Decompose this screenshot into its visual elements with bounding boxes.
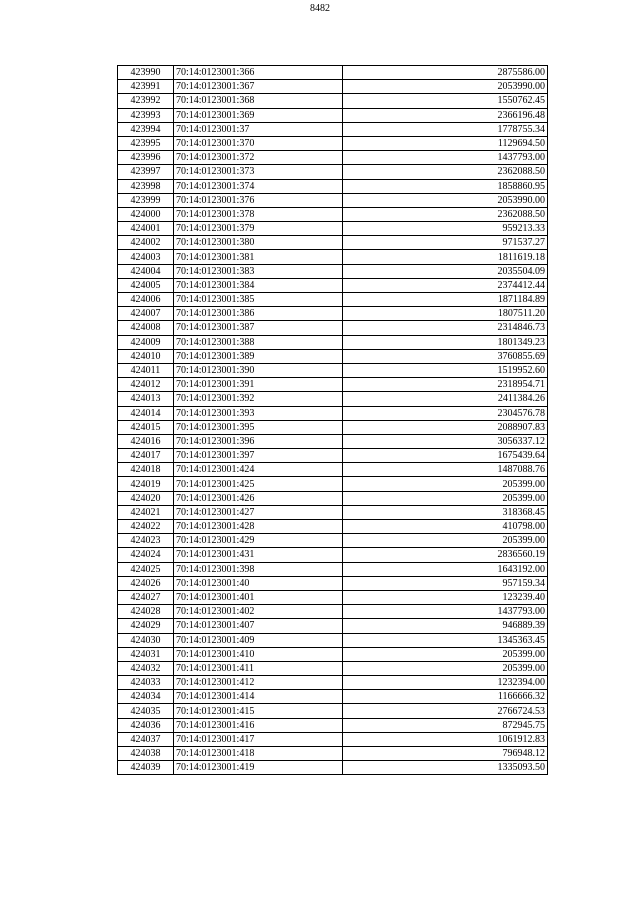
cadastral-value: 1519952.60 (343, 363, 548, 377)
cadastral-value: 1166666.32 (343, 690, 548, 704)
row-number: 424027 (118, 590, 174, 604)
table-row (118, 434, 548, 448)
cadastral-value: 2053990.00 (343, 80, 548, 94)
row-number: 424014 (118, 406, 174, 420)
row-number: 423990 (118, 66, 174, 80)
table-row (118, 321, 548, 335)
cadastral-value: 1550762.45 (343, 94, 548, 108)
table-row (118, 378, 548, 392)
cadastral-value: 1345363.45 (343, 633, 548, 647)
cadastral-value: 2088907.83 (343, 420, 548, 434)
row-number: 423997 (118, 165, 174, 179)
table-row (118, 406, 548, 420)
row-number: 423992 (118, 94, 174, 108)
table-row (118, 761, 548, 775)
cadastral-number: 70:14:0123001:398 (174, 562, 343, 576)
cadastral-number: 70:14:0123001:391 (174, 378, 343, 392)
cadastral-number: 70:14:0123001:415 (174, 704, 343, 718)
row-number: 424030 (118, 633, 174, 647)
table-row (118, 463, 548, 477)
cadastral-value: 2411384.26 (343, 392, 548, 406)
row-number: 424017 (118, 449, 174, 463)
row-number: 423999 (118, 193, 174, 207)
table-row (118, 193, 548, 207)
table-row (118, 179, 548, 193)
cadastral-number: 70:14:0123001:386 (174, 307, 343, 321)
row-number: 424026 (118, 576, 174, 590)
table-row (118, 647, 548, 661)
cadastral-value: 1129694.50 (343, 136, 548, 150)
cadastral-value: 410798.00 (343, 520, 548, 534)
cadastral-value: 318368.45 (343, 505, 548, 519)
row-number: 423995 (118, 136, 174, 150)
table-row (118, 576, 548, 590)
cadastral-value: 1232394.00 (343, 676, 548, 690)
row-number: 424024 (118, 548, 174, 562)
cadastral-number: 70:14:0123001:370 (174, 136, 343, 150)
cadastral-value: 2304576.78 (343, 406, 548, 420)
cadastral-number: 70:14:0123001:384 (174, 278, 343, 292)
cadastral-value: 2766724.53 (343, 704, 548, 718)
cadastral-value: 2035504.09 (343, 264, 548, 278)
table-row (118, 278, 548, 292)
cadastral-number: 70:14:0123001:369 (174, 108, 343, 122)
table-row (118, 633, 548, 647)
cadastral-value: 2053990.00 (343, 193, 548, 207)
table-row (118, 136, 548, 150)
cadastral-number: 70:14:0123001:427 (174, 505, 343, 519)
table-row (118, 165, 548, 179)
cadastral-value: 957159.34 (343, 576, 548, 590)
cadastral-number: 70:14:0123001:393 (174, 406, 343, 420)
cadastral-number: 70:14:0123001:425 (174, 477, 343, 491)
cadastral-number: 70:14:0123001:373 (174, 165, 343, 179)
cadastral-value: 3056337.12 (343, 434, 548, 448)
row-number: 424005 (118, 278, 174, 292)
cadastral-value: 3760855.69 (343, 349, 548, 363)
cadastral-value: 205399.00 (343, 534, 548, 548)
cadastral-value: 1487088.76 (343, 463, 548, 477)
cadastral-number: 70:14:0123001:376 (174, 193, 343, 207)
row-number: 424019 (118, 477, 174, 491)
cadastral-value: 2362088.50 (343, 165, 548, 179)
table-row (118, 363, 548, 377)
cadastral-value: 971537.27 (343, 236, 548, 250)
cadastral-number: 70:14:0123001:374 (174, 179, 343, 193)
table-row (118, 420, 548, 434)
row-number: 424020 (118, 491, 174, 505)
cadastral-number: 70:14:0123001:428 (174, 520, 343, 534)
cadastral-number: 70:14:0123001:402 (174, 605, 343, 619)
row-number: 424015 (118, 420, 174, 434)
table-row (118, 718, 548, 732)
cadastral-value: 1801349.23 (343, 335, 548, 349)
cadastral-number: 70:14:0123001:387 (174, 321, 343, 335)
cadastral-number: 70:14:0123001:417 (174, 732, 343, 746)
cadastral-number: 70:14:0123001:395 (174, 420, 343, 434)
row-number: 424008 (118, 321, 174, 335)
row-number: 424029 (118, 619, 174, 633)
row-number: 424025 (118, 562, 174, 576)
cadastral-number: 70:14:0123001:401 (174, 590, 343, 604)
table-row (118, 661, 548, 675)
page-number: 8482 (310, 3, 330, 14)
cadastral-number: 70:14:0123001:37 (174, 122, 343, 136)
row-number: 424035 (118, 704, 174, 718)
row-number: 424007 (118, 307, 174, 321)
cadastral-number: 70:14:0123001:411 (174, 661, 343, 675)
cadastral-value: 1778755.34 (343, 122, 548, 136)
cadastral-number: 70:14:0123001:40 (174, 576, 343, 590)
cadastral-value: 2875586.00 (343, 66, 548, 80)
table-row (118, 491, 548, 505)
cadastral-number: 70:14:0123001:367 (174, 80, 343, 94)
cadastral-value: 1061912.83 (343, 732, 548, 746)
row-number: 423998 (118, 179, 174, 193)
row-number: 424001 (118, 222, 174, 236)
cadastral-number: 70:14:0123001:368 (174, 94, 343, 108)
cadastral-value: 205399.00 (343, 477, 548, 491)
cadastral-number: 70:14:0123001:392 (174, 392, 343, 406)
cadastral-number: 70:14:0123001:429 (174, 534, 343, 548)
row-number: 424021 (118, 505, 174, 519)
table-row (118, 66, 548, 80)
cadastral-number: 70:14:0123001:424 (174, 463, 343, 477)
cadastral-value: 205399.00 (343, 661, 548, 675)
cadastral-value: 872945.75 (343, 718, 548, 732)
row-number: 424036 (118, 718, 174, 732)
table-row (118, 534, 548, 548)
row-number: 424011 (118, 363, 174, 377)
row-number: 423994 (118, 122, 174, 136)
cadastral-value: 2362088.50 (343, 207, 548, 221)
row-number: 424010 (118, 349, 174, 363)
table-row (118, 236, 548, 250)
cadastral-number: 70:14:0123001:412 (174, 676, 343, 690)
cadastral-number: 70:14:0123001:389 (174, 349, 343, 363)
cadastral-value: 1675439.64 (343, 449, 548, 463)
table-row (118, 747, 548, 761)
table-row (118, 222, 548, 236)
cadastral-number: 70:14:0123001:366 (174, 66, 343, 80)
table-row (118, 619, 548, 633)
cadastral-value: 2374412.44 (343, 278, 548, 292)
row-number: 423996 (118, 151, 174, 165)
table-row (118, 94, 548, 108)
cadastral-number: 70:14:0123001:397 (174, 449, 343, 463)
cadastral-number: 70:14:0123001:409 (174, 633, 343, 647)
row-number: 424003 (118, 250, 174, 264)
table-row (118, 293, 548, 307)
cadastral-number: 70:14:0123001:431 (174, 548, 343, 562)
row-number: 424023 (118, 534, 174, 548)
row-number: 424002 (118, 236, 174, 250)
cadastral-number: 70:14:0123001:388 (174, 335, 343, 349)
table-row (118, 732, 548, 746)
row-number: 424038 (118, 747, 174, 761)
row-number: 424004 (118, 264, 174, 278)
row-number: 423991 (118, 80, 174, 94)
cadastral-number: 70:14:0123001:383 (174, 264, 343, 278)
table-row (118, 108, 548, 122)
cadastral-value: 1871184.89 (343, 293, 548, 307)
table-row (118, 392, 548, 406)
table-row (118, 307, 548, 321)
cadastral-number: 70:14:0123001:385 (174, 293, 343, 307)
cadastral-value: 2314846.73 (343, 321, 548, 335)
table-row (118, 449, 548, 463)
cadastral-number: 70:14:0123001:407 (174, 619, 343, 633)
row-number: 424000 (118, 207, 174, 221)
cadastral-number: 70:14:0123001:426 (174, 491, 343, 505)
table-row (118, 505, 548, 519)
table-row (118, 335, 548, 349)
table-row (118, 704, 548, 718)
row-number: 424018 (118, 463, 174, 477)
row-number: 424013 (118, 392, 174, 406)
cadastral-number: 70:14:0123001:378 (174, 207, 343, 221)
cadastral-number: 70:14:0123001:414 (174, 690, 343, 704)
row-number: 424037 (118, 732, 174, 746)
row-number: 423993 (118, 108, 174, 122)
table-row (118, 590, 548, 604)
cadastral-value: 2318954.71 (343, 378, 548, 392)
cadastral-value: 1858860.95 (343, 179, 548, 193)
cadastral-value: 205399.00 (343, 647, 548, 661)
cadastral-number: 70:14:0123001:380 (174, 236, 343, 250)
table-row (118, 151, 548, 165)
table-row (118, 548, 548, 562)
table-row (118, 349, 548, 363)
cadastral-number: 70:14:0123001:419 (174, 761, 343, 775)
cadastral-number: 70:14:0123001:379 (174, 222, 343, 236)
row-number: 424032 (118, 661, 174, 675)
row-number: 424034 (118, 690, 174, 704)
cadastral-number: 70:14:0123001:390 (174, 363, 343, 377)
table-row (118, 520, 548, 534)
table-row (118, 207, 548, 221)
row-number: 424016 (118, 434, 174, 448)
cadastral-value: 946889.39 (343, 619, 548, 633)
cadastral-value: 959213.33 (343, 222, 548, 236)
row-number: 424012 (118, 378, 174, 392)
cadastral-value: 205399.00 (343, 491, 548, 505)
cadastral-value: 123239.40 (343, 590, 548, 604)
row-number: 424031 (118, 647, 174, 661)
table-row (118, 605, 548, 619)
cadastral-value: 1335093.50 (343, 761, 548, 775)
table-row (118, 690, 548, 704)
table-body (118, 66, 548, 775)
cadastral-value: 1643192.00 (343, 562, 548, 576)
table-row (118, 264, 548, 278)
row-number: 424022 (118, 520, 174, 534)
row-number: 424033 (118, 676, 174, 690)
table-row (118, 80, 548, 94)
row-number: 424039 (118, 761, 174, 775)
table-row (118, 122, 548, 136)
row-number: 424009 (118, 335, 174, 349)
cadastral-number: 70:14:0123001:418 (174, 747, 343, 761)
cadastral-value: 1437793.00 (343, 605, 548, 619)
cadastral-value: 2366196.48 (343, 108, 548, 122)
cadastral-number: 70:14:0123001:381 (174, 250, 343, 264)
cadastral-number: 70:14:0123001:396 (174, 434, 343, 448)
row-number: 424006 (118, 293, 174, 307)
cadastral-number: 70:14:0123001:372 (174, 151, 343, 165)
table-row (118, 676, 548, 690)
cadastral-value: 2836560.19 (343, 548, 548, 562)
cadastral-value: 1437793.00 (343, 151, 548, 165)
row-number: 424028 (118, 605, 174, 619)
table-row (118, 562, 548, 576)
cadastral-number: 70:14:0123001:410 (174, 647, 343, 661)
cadastral-value: 1807511.20 (343, 307, 548, 321)
cadastral-value-table (117, 65, 548, 775)
table-row (118, 477, 548, 491)
cadastral-value: 796948.12 (343, 747, 548, 761)
table-row (118, 250, 548, 264)
cadastral-number: 70:14:0123001:416 (174, 718, 343, 732)
cadastral-value: 1811619.18 (343, 250, 548, 264)
